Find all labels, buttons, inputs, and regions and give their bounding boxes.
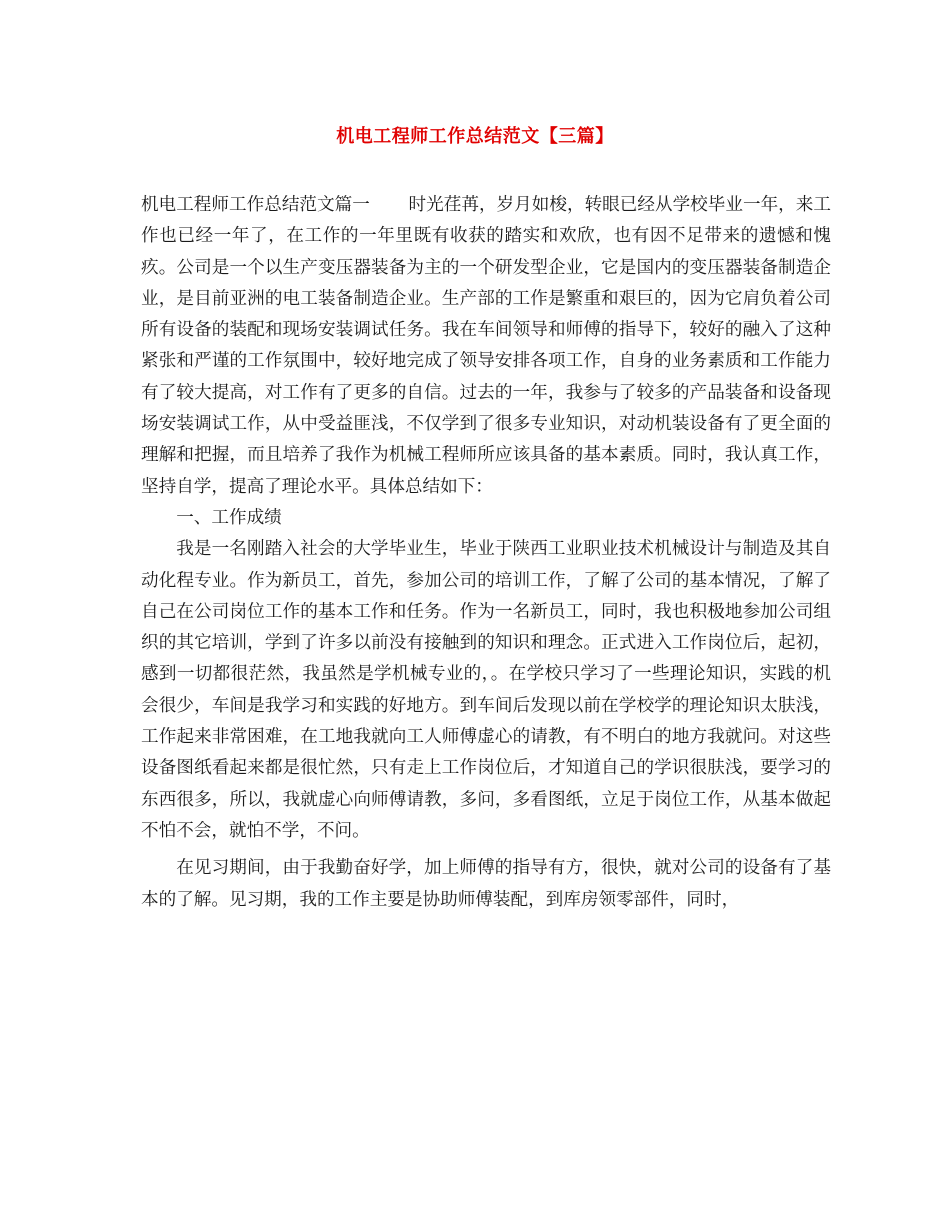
article-label: 机电工程师工作总结范文篇一 bbox=[141, 195, 370, 215]
section-heading: 一、工作成绩 bbox=[176, 507, 282, 528]
body-paragraph: 我是一名刚踏入社会的大学毕业生，毕业于陕西工业职业技术机械设计与制造及其自动化程专业。作为新员工，首先，参加公司的培训工作，了解了公司的基本情况，了解了自己在公司岗位工作的基本工作和任务。作为一名新员工，同时，我也积极地参加公司组织的其它培训，学到了许多以前没有接触到的知识和理念。正式进入工作岗位后，起初，感到一切都很茫然，我虽然是学机械专业的，。在学校只学习了一些理论知识，实践的机会很少，车间是我学习和实践的好地方。到车间后发现以前在学校学的理论知识太肤浅，工作起来非常困难，在工地我就向工人师傅虚心的请教，有不明白的地方我就问。对这些设备图纸看起来都是很忙然，只有走上工作岗位后，才知道自己的学识很肤浅，要学习的东西很多，所以，我就虚心向师傅请教，多问，多看图纸，立足于岗位工作，从基本做起不怕不会，就怕不学，不问。 bbox=[141, 539, 831, 841]
body-paragraph: 在见习期间，由于我勤奋好学，加上师傅的指导有方，很快，就对公司的设备有了基本的了解。见习期，我的工作主要是协助师傅装配，到库房领零部件，同时， bbox=[141, 858, 831, 910]
document-body bbox=[141, 190, 831, 916]
document-title: 机电工程师工作总结范文【三篇】 bbox=[336, 126, 614, 147]
intro-paragraph bbox=[141, 190, 831, 503]
intro-text: 时光荏苒，岁月如梭，转眼已经从学校毕业一年，来工作也已经一年了，在工作的一年里既有收获的踏实和欢欣，也有因不足带来的遗憾和愧疚。公司是一个以生产变压器装备为主的一个研发型企业，它是国内的变压器装备制造企业，是目前亚洲的电工装备制造企业。生产部的工作是繁重和艰巨的，因为它肩负着公司所有设备的装配和现场安装调试任务。我在车间领导和师傅的指导下，较好的融入了这种紧张和严谨的工作氛围中，较好地完成了领导安排各项工作，自身的业务素质和工作能力有了较大提高，对工作有了更多的自信。过去的一年，我参与了较多的产品装备和设备现场安装调试工作，从中受益匪浅，不仅学到了很多专业知识，对动机装设备有了更全面的理解和把握，而且培养了我作为机械工程师所应该具备的基本素质。同时，我认真工作，坚持自学，提高了理论水平。具体总结如下： bbox=[141, 195, 831, 497]
